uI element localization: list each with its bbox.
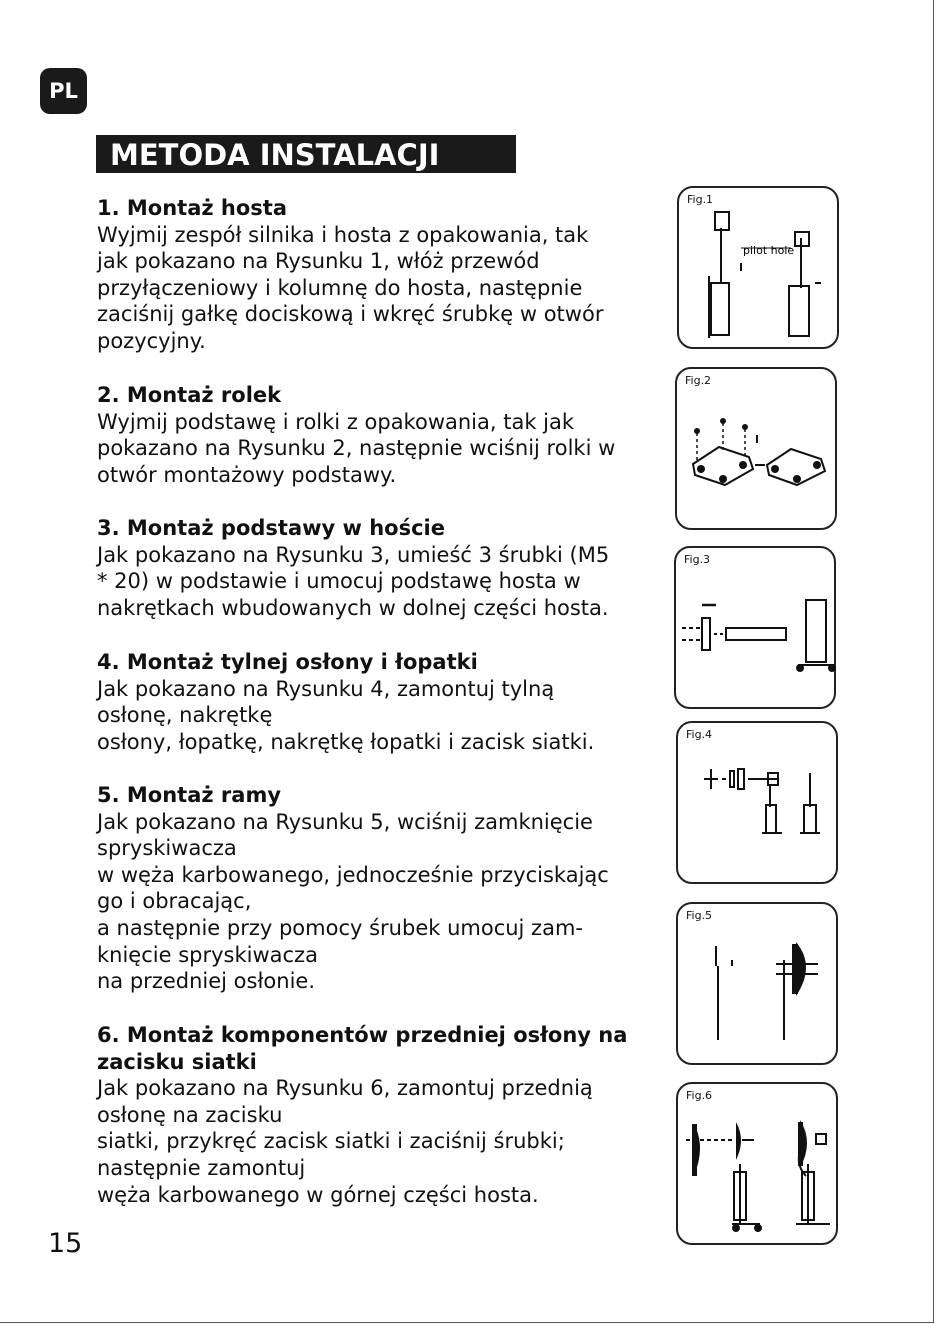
figure-1	[677, 186, 839, 349]
figure-5-illustration	[678, 904, 838, 1067]
section-body: Jak pokazano na Rysunku 5, wciśnij zamknięcie spryskiwacza w węża karbowanego, jednocześnie przyciskając go i obracając, a następnie przy pomocy śrubek umocuj zam- knięcie spryskiwacza na przedniej osłonie.	[97, 809, 609, 994]
figure-3	[674, 546, 836, 709]
figure-label: Fig.5	[686, 909, 713, 922]
page-number: 15	[48, 1228, 83, 1259]
figure-label: Fig.3	[684, 553, 711, 566]
section-heading: 3. Montaż podstawy w hoście	[97, 516, 445, 540]
figure-4	[676, 721, 838, 884]
section-wheels-assembly	[97, 382, 637, 488]
figure-5	[676, 902, 838, 1065]
section-front-guard	[97, 1022, 637, 1208]
figure-1-illustration	[679, 188, 839, 351]
figure-2	[675, 367, 837, 530]
section-rear-guard-blade	[97, 649, 637, 755]
figure-6	[676, 1082, 838, 1245]
section-heading: 1. Montaż hosta	[97, 196, 288, 220]
language-badge: PL	[40, 68, 87, 114]
section-body: Jak pokazano na Rysunku 3, umieść 3 śrubki (M5 * 20) w podstawie i umocuj podstawę hosta w nakrętkach wbudowanych w dolnej części hosta.	[97, 542, 610, 620]
section-body: Jak pokazano na Rysunku 4, zamontuj tylną osłonę, nakrętkę osłony, łopatkę, nakrętkę łopatki i zacisk siatki.	[97, 676, 595, 754]
section-body: Jak pokazano na Rysunku 6, zamontuj przednią osłonę na zacisku siatki, przykręć zacisk siatki i zaciśnij śrubki; następnie zamontuj węża karbowanego w górnej części hosta.	[97, 1076, 593, 1207]
figure-2-illustration	[677, 369, 837, 532]
section-heading: 2. Montaż rolek	[97, 383, 282, 407]
section-heading: 5. Montaż ramy	[97, 783, 282, 807]
page-title: METODA INSTALACJI	[96, 135, 516, 173]
pilot-hole-annotation: pilot hole	[743, 244, 795, 257]
section-heading: 4. Montaż tylnej osłony i łopatki	[97, 650, 478, 674]
figure-label: Fig.2	[685, 374, 712, 387]
figure-6-illustration	[678, 1084, 838, 1247]
section-host-assembly	[97, 195, 637, 355]
figure-label: Fig.4	[686, 728, 713, 741]
section-frame-assembly	[97, 782, 637, 995]
figure-3-illustration	[676, 548, 836, 711]
figure-label: Fig.1	[687, 193, 714, 206]
section-body: Wyjmij zespół silnika i hosta z opakowania, tak jak pokazano na Rysunku 1, włóż przewód przyłączeniowy i kolumnę do hosta, następnie zaciśnij gałkę dociskową i wkręć śrubkę w otwór pozycyjny.	[97, 222, 604, 353]
section-base-assembly	[97, 515, 637, 621]
section-heading: 6. Montaż komponentów przedniej osłony na zacisku siatki	[97, 1023, 628, 1074]
figure-4-illustration	[678, 723, 838, 886]
figure-label: Fig.6	[686, 1089, 713, 1102]
section-body: Wyjmij podstawę i rolki z opakowania, tak jak pokazano na Rysunku 2, następnie wciśnij rolki w otwór montażowy podstawy.	[97, 409, 616, 487]
